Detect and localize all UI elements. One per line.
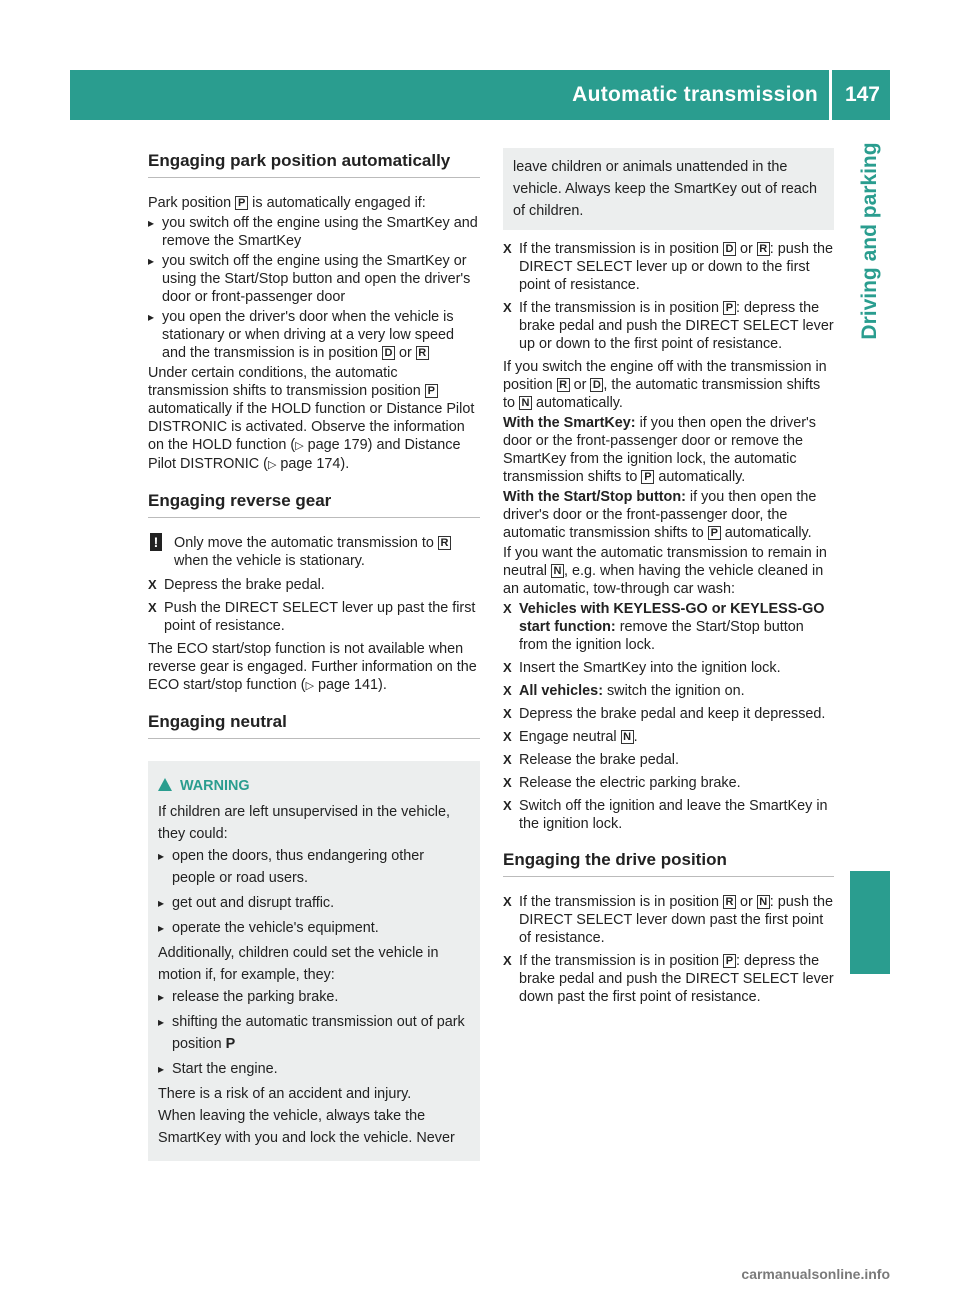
key-d-icon: D xyxy=(382,346,395,360)
key-n-icon: N xyxy=(551,564,564,578)
step-item: X Depress the brake pedal. xyxy=(148,576,480,594)
step-item: X Insert the SmartKey into the ignition lock. xyxy=(503,659,834,677)
note-exclamation: ! Only move the automatic transmission to R when the vehicle is stationary. xyxy=(148,534,480,570)
left-column xyxy=(148,148,480,1161)
warning-box xyxy=(148,761,480,1161)
heading-neutral: Engaging neutral xyxy=(148,713,480,739)
step-item: X If the transmission is in position D or R : push the DIRECT SELECT lever up or down to the first point of resistance. xyxy=(503,240,834,294)
step-item: X All vehicles: switch the ignition on. xyxy=(503,682,834,700)
section-title: Automatic transmission xyxy=(572,83,818,106)
park-intro: Park position P is automatically engaged if: xyxy=(148,195,426,211)
paragraph: If you want the automatic transmission to remain in neutral N , e.g. when having the vehicle cleaned in an automatic, tow-through car wash: xyxy=(503,545,827,597)
paragraph: With the Start/Stop button: if you then open the driver's door or the front-passenger door, the automatic transmission shifts to P automatically. xyxy=(503,489,817,541)
key-d-icon: D xyxy=(590,378,603,392)
list-item: ▸ operate the vehicle's equipment. xyxy=(158,917,470,939)
step-item: X Switch off the ignition and leave the SmartKey in the ignition lock. xyxy=(503,797,834,833)
footer-watermark: carmanualsonline.info xyxy=(741,1266,890,1282)
list-item: ▸ shifting the automatic transmission out of park position P xyxy=(158,1011,470,1055)
list-item: ▸ release the parking brake. xyxy=(158,986,470,1008)
right-column xyxy=(503,148,834,1011)
key-r-icon: R xyxy=(757,242,770,256)
key-p-icon: P xyxy=(641,470,654,484)
step-item: X Release the electric parking brake. xyxy=(503,774,834,792)
step-item: X Depress the brake pedal and keep it depressed. xyxy=(503,705,834,723)
list-item: ▸ Start the engine. xyxy=(158,1058,470,1080)
key-n-icon: N xyxy=(757,895,770,909)
step-item: X Release the brake pedal. xyxy=(503,751,834,769)
step-item: X Vehicles with KEYLESS-GO or KEYLESS-GO start function: remove the Start/Stop button from the ignition lock. xyxy=(503,600,834,654)
page-header xyxy=(70,70,890,120)
list-item: ▸ you switch off the engine using the SmartKey and remove the SmartKey xyxy=(148,214,480,250)
heading-park-position: Engaging park position automatically xyxy=(148,152,480,178)
page-number: 147 xyxy=(844,83,880,106)
page-ref-arrow-icon: ▷ xyxy=(295,440,304,452)
warning-box-continued: leave children or animals unattended in the vehicle. Always keep the SmartKey out of reach of children. xyxy=(503,148,834,230)
heading-drive-position: Engaging the drive position xyxy=(503,851,834,877)
header-divider xyxy=(829,70,832,120)
warning-triangle-icon xyxy=(158,778,172,791)
paragraph: With the SmartKey: if you then open the driver's door or the front-passenger door or remove the SmartKey from the ignition lock, the automatic transmission shifts to P automatically. xyxy=(503,415,816,485)
key-p-icon: P xyxy=(235,196,248,210)
eco-note: The ECO start/stop function is not available when reverse gear is engaged. Further information on the ECO start/stop function (▷ page 141). xyxy=(148,641,477,693)
step-item: X Engage neutral N . xyxy=(503,728,834,746)
key-n-icon: N xyxy=(621,730,634,744)
heading-reverse-gear: Engaging reverse gear xyxy=(148,492,480,518)
key-p-icon: P xyxy=(425,384,438,398)
chapter-marker xyxy=(850,871,890,974)
paragraph: If you switch the engine off with the transmission in position R or D , the automatic transmission shifts to N automatically. xyxy=(503,359,827,411)
warning-text: When leaving the vehicle, always take the SmartKey with you and lock the vehicle. Never xyxy=(158,1108,455,1146)
step-item: X If the transmission is in position R or N : push the DIRECT SELECT lever down past the first point of resistance. xyxy=(503,893,834,947)
warning-heading: WARNING xyxy=(158,775,470,797)
chapter-tab xyxy=(850,121,890,361)
list-item: ▸ open the doors, thus endangering other people or road users. xyxy=(158,845,470,889)
list-item: ▸ get out and disrupt traffic. xyxy=(158,892,470,914)
list-item: ▸ you switch off the engine using the SmartKey or using the Start/Stop button and open the driver's door or front-passenger door xyxy=(148,252,480,306)
key-p-icon: P xyxy=(708,526,721,540)
key-n-icon: N xyxy=(519,396,532,410)
park-conditions: Under certain conditions, the automatic transmission shifts to transmission position P automatically if the HOLD function or Distance Pilot DISTRONIC is activated. Observe the information on the HOLD function (▷ page 179) and Distance Pilot DISTRONIC (▷ page 174). xyxy=(148,365,475,472)
key-p-icon: P xyxy=(723,301,736,315)
key-r-icon: R xyxy=(723,895,736,909)
list-item: ▸ you open the driver's door when the vehicle is stationary or when driving at a very low speed and the transmission is in position D or R xyxy=(148,308,480,362)
key-d-icon: D xyxy=(723,242,736,256)
warning-text: Additionally, children could set the vehicle in motion if, for example, they: xyxy=(158,945,439,983)
step-item: X Push the DIRECT SELECT lever up past the first point of resistance. xyxy=(148,599,480,635)
key-r-icon: R xyxy=(416,346,429,360)
warning-text: There is a risk of an accident and injury. xyxy=(158,1086,412,1102)
warning-text: If children are left unsupervised in the vehicle, they could: xyxy=(158,804,450,842)
page-ref-arrow-icon: ▷ xyxy=(267,459,277,471)
step-item: X If the transmission is in position P : depress the brake pedal and push the DIRECT SELECT lever down past the first point of resistance. xyxy=(503,952,834,1006)
page-ref-arrow-icon: ▷ xyxy=(305,680,315,692)
key-r-icon: R xyxy=(438,536,451,550)
chapter-label: Driving and parking xyxy=(858,142,881,340)
step-item: X If the transmission is in position P : depress the brake pedal and push the DIRECT SELECT lever up or down to the first point of resistance. xyxy=(503,299,834,353)
key-r-icon: R xyxy=(557,378,570,392)
key-p-icon: P xyxy=(723,954,736,968)
